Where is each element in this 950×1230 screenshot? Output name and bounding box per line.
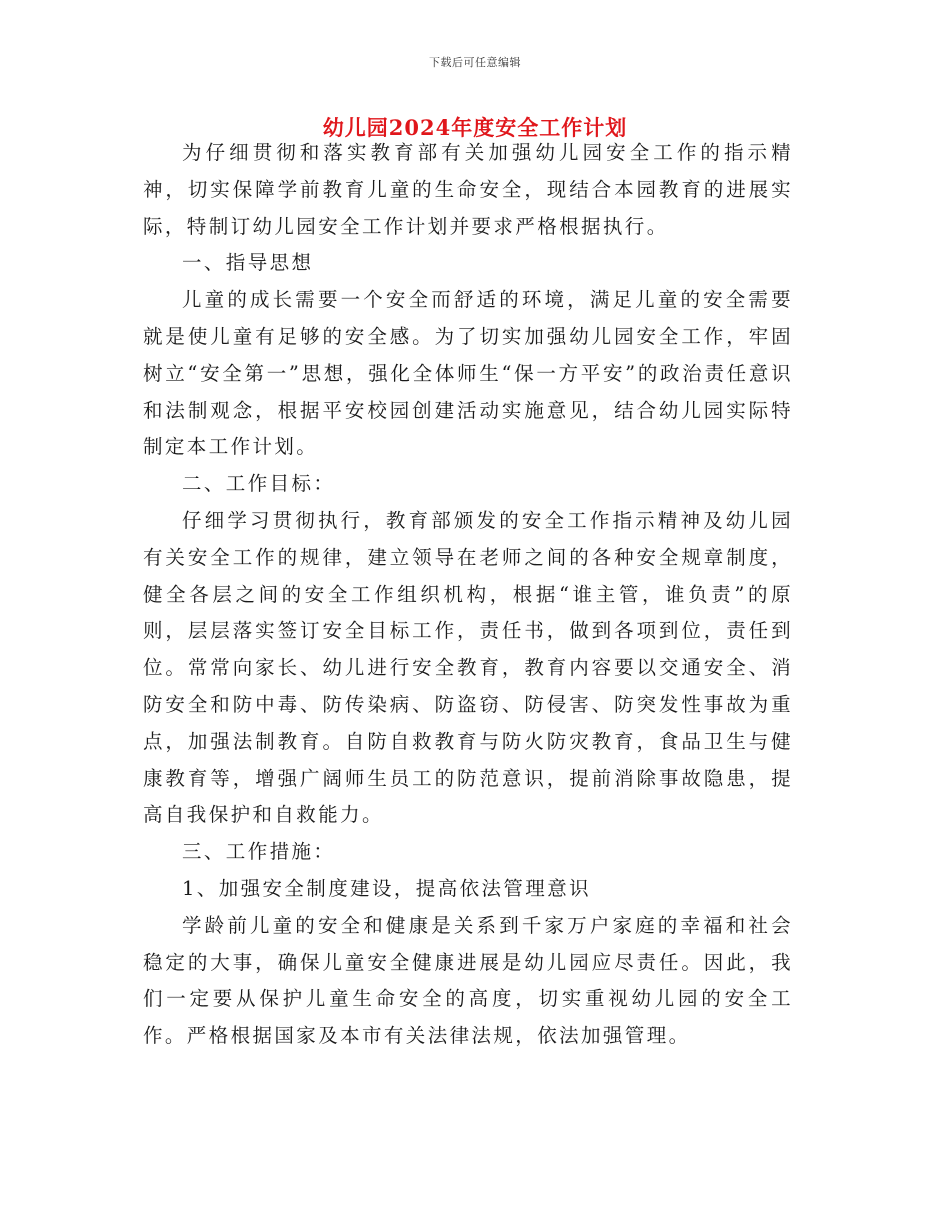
paragraph-guiding-ideology: 儿童的成长需要一个安全而舒适的环境，满足儿童的安全需要就是使儿童有足够的安全感。为了切实加强幼儿园安全工作，牢固树立“安全第一”思想，强化全体师生“保一方平安”的政治责任意识和法制观念，根据平安校园创建活动实施意见，结合幼儿园实际特制定本工作计划。 bbox=[143, 288, 793, 459]
paragraph-intro: 为仔细贯彻和落实教育部有关加强幼儿园安全工作的指示精神，切实保障学前教育儿童的生命安全，现结合本园教育的进展实际，特制订幼儿园安全工作计划并要求严格根据执行。 bbox=[143, 141, 793, 238]
paragraph-work-goals: 仔细学习贯彻执行，教育部颁发的安全工作指示精神及幼儿园有关安全工作的规律，建立领导在老师之间的各种安全规章制度，健全各层之间的安全工作组织机构，根据“谁主管，谁负责”的原则，层层落实签订安全目标工作，责任书，做到各项到位，责任到位。常常向家长、幼儿进行安全教育，教育内容要以交通安全、消防安全和防中毒、防传染病、防盗窃、防侵害、防突发性事故为重点，加强法制教育。自防自救教育与防火防灾教育，食品卫生与健康教育等，增强广阔师生员工的防范意识，提前消除事故隐患，提高自我保护和自救能力。 bbox=[143, 508, 793, 827]
heading-guiding-ideology: 一、指导思想 bbox=[182, 251, 314, 275]
heading-work-measures: 三、工作措施： bbox=[182, 840, 336, 864]
header-note: 下载后可任意编辑 bbox=[429, 56, 521, 69]
paragraph-measure-1: 学龄前儿童的安全和健康是关系到千家万户家庭的幸福和社会稳定的大事，确保儿童安全健康进展是幼儿园应尽责任。因此，我们一定要从保护儿童生命安全的高度，切实重视幼儿园的安全工作。严格根据国家及本市有关法律法规，依法加强管理。 bbox=[143, 913, 793, 1048]
heading-work-goals: 二、工作目标： bbox=[182, 472, 336, 496]
document-body bbox=[143, 135, 793, 1055]
document-title: 幼儿园2024年度安全工作计划 bbox=[322, 115, 628, 140]
subheading-measure-1: 1、加强安全制度建设，提高依法管理意识 bbox=[182, 876, 592, 900]
